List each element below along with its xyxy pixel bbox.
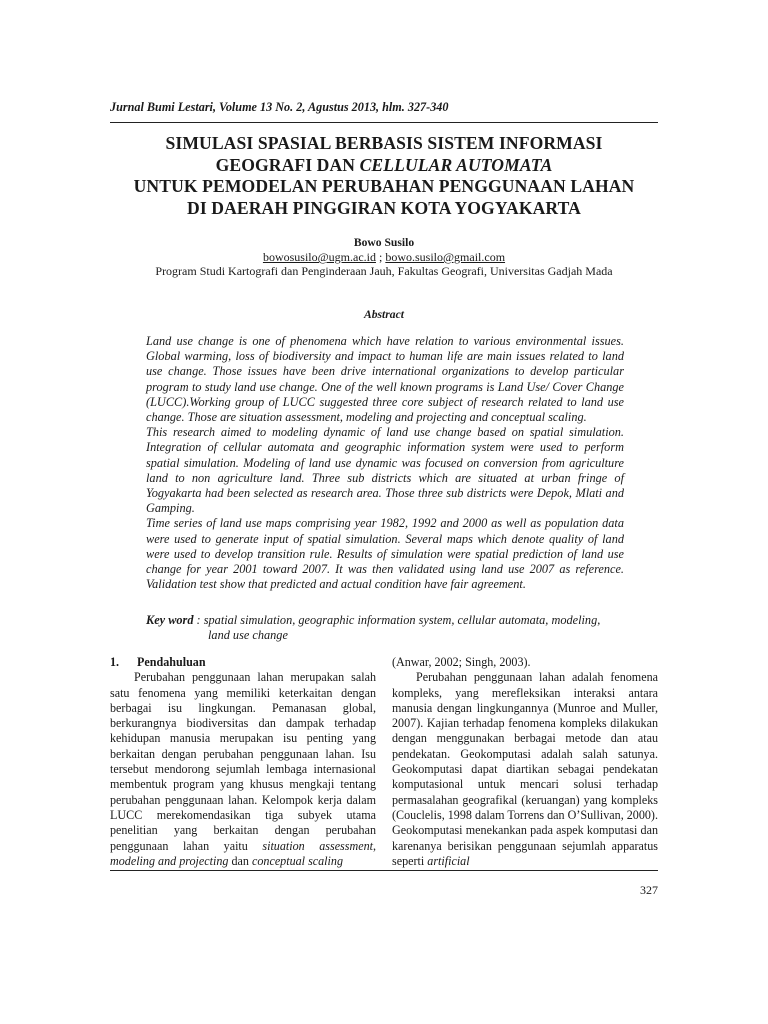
term-modeling-projecting: modeling and projecting xyxy=(110,853,229,868)
email-link-2[interactable]: bowo.susilo@gmail.com xyxy=(385,250,506,264)
author-affiliation: Program Studi Kartografi dan Penginderaan Jauh, Fakultas Geografi, Universitas Gadjah Mada xyxy=(155,264,613,278)
body-paragraph-1 xyxy=(110,670,376,869)
section-number: 1. xyxy=(110,655,120,669)
term-conceptual-scaling: conceptual scaling xyxy=(251,853,344,868)
keyword-separator: : xyxy=(193,613,204,627)
keywords xyxy=(146,613,624,643)
keywords-line-1: spatial simulation, geographic information system, cellular automata, modeling, xyxy=(203,613,601,627)
abstract-paragraph-2: This research aimed to modeling dynamic of land use change based on spatial simulation. Integration of cellular automata and geographic information system were used to perform spatial simulation. Modeling of land use dynamic was focused on conversion from agriculture land to non agriculture land. Three sub districts which are situated at urban fringe of Yogyakarta had been selected as research area. Those three sub districts were Depok, Mlati and Gamping. xyxy=(146,425,624,516)
term-conjunction: dan xyxy=(228,853,252,868)
abstract-heading: Abstract xyxy=(364,308,404,321)
title-line-3: UNTUK PEMODELAN PERUBAHAN PENGGUNAAN LAHAN xyxy=(133,176,635,196)
term-situation-assessment: situation assessment xyxy=(262,838,373,853)
title-line-2-a: GEOGRAFI DAN xyxy=(215,154,360,175)
title-line-2 xyxy=(110,155,658,177)
term-separator: , xyxy=(372,838,377,853)
body-column-right xyxy=(392,655,658,869)
term-artificial: artificial xyxy=(427,853,470,868)
title-line-4: DI DAERAH PINGGIRAN KOTA YOGYAKARTA xyxy=(187,197,581,218)
page-number: 327 xyxy=(640,883,658,897)
email-separator: ; xyxy=(375,250,386,264)
keyword-label: Key word xyxy=(146,613,194,627)
paper-title xyxy=(110,133,658,219)
journal-header: Jurnal Bumi Lestari, Volume 13 No. 2, Agustus 2013, hlm. 327-340 xyxy=(110,100,449,114)
title-line-1: SIMULASI SPASIAL BERBASIS SISTEM INFORMASI xyxy=(165,133,603,153)
body-continuation: (Anwar, 2002; Singh, 2003). xyxy=(392,655,531,669)
body-column-left xyxy=(110,655,376,869)
section-title: Pendahuluan xyxy=(137,655,206,669)
body-paragraph-2 xyxy=(392,670,658,869)
email-link-1[interactable]: bowosusilo@ugm.ac.id xyxy=(262,250,376,264)
section-heading xyxy=(110,655,376,670)
footer-rule xyxy=(110,870,658,871)
author-name: Bowo Susilo xyxy=(353,236,415,249)
abstract-paragraph-1: Land use change is one of phenomena which have relation to various environmental issues. Global warming, loss of biodiversity and impact to human life are main issues related to land use change. Those issues have been drive international organizations to develop particular program to study land use change. One of the well known programs is Land Use/ Cover Change (LUCC).Working group of LUCC suggested three core subject of research related to land use change. Those are situation assessment, modeling and projecting and conceptual scaling. xyxy=(146,334,624,425)
author-emails xyxy=(110,250,658,265)
title-line-2-b: CELLULAR AUTOMATA xyxy=(359,154,553,175)
abstract-body xyxy=(146,334,624,592)
keywords-line-2: land use change xyxy=(208,628,288,643)
header-rule xyxy=(110,122,658,123)
abstract-paragraph-3: Time series of land use maps comprising year 1982, 1992 and 2000 as well as population data were used to generate input of spatial simulation. Several maps which denote quality of land were used to develop transition rule. Results of simulation were spatial prediction of land use change for year 2001 toward 2007. It was then validated using land use 2007 as reference. Validation test show that predicted and actual condition have fair agreement. xyxy=(146,516,624,592)
body-paragraph-2-text: Perubahan penggunaan lahan adalah fenomena kompleks, yang merefleksikan interaksi antara manusia dengan lingkungannya (Munroe and Muller, 2007). Kajian terhadap fenomena kompleks dilakukan dengan menggunakan berbagai metode dan atau pendekatan. Geokomputasi adalah salah satunya. Geokomputasi dapat diartikan sebagai pendekatan komputasional untuk mencari solusi terhadap permasalahan geografikal (keruangan) yang kompleks (Couclelis, 1998 dalam Torrens dan O’Sullivan, 2000). Geokomputasi menekankan pada aspek komputasi dan karenanya berisikan penggunaan sejumlah apparatus seperti xyxy=(392,670,658,868)
body-paragraph-1-text: Perubahan penggunaan lahan merupakan salah satu fenomena yang memiliki keterkaitan dengan berbagai isu lingkungan. Pemanasan global, berkurangnya biodiversitas dan dampak terhadap kehidupan manusia merupakan isu penting yang berkaitan dengan perubahan penggunaan lahan. Isu tersebut mendorong sejumlah lembaga internasional membentuk program yang khusus mengkaji tentang perubahan penggunaan lahan. Kelompok kerja dalam LUCC merekomendasikan tiga subyek utama penelitian yang berkaitan dengan perubahan penggunaan lahan yaitu xyxy=(110,670,376,853)
